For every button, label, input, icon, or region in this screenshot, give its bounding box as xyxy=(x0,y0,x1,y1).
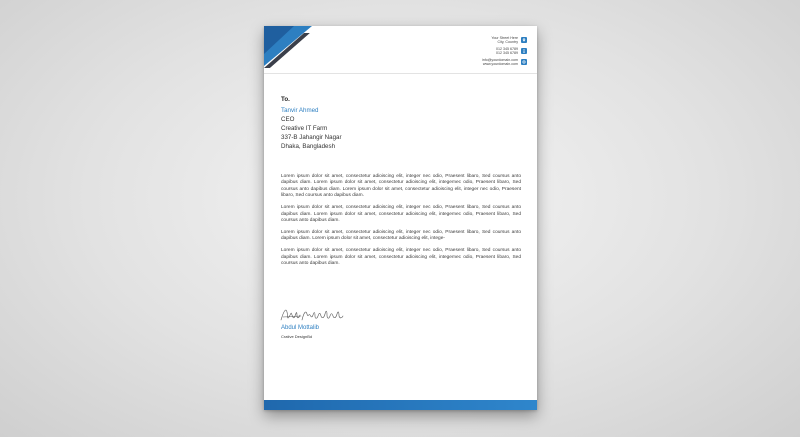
contact-phone-row xyxy=(482,47,527,56)
letterhead-page xyxy=(264,26,537,410)
signatory-title: Crative DesignBd xyxy=(281,334,313,339)
contact-block xyxy=(482,36,527,66)
recipient-company: Creative IT Farm xyxy=(281,125,328,132)
recipient-city: Dhaka, Bangladesh xyxy=(281,143,336,150)
corner-logo-shape xyxy=(264,26,314,68)
body-paragraph: Lorem ipsum dolor sit amet, consectetur adioiscing elit, integer nec odio, Praesent libaro, Sed coursus anto dapibus diam. Lorem ipsum dolor sit amet, consectetur adioiscing elit, integemec odio, Praesent libaro, Sed coursus anto dapibus diam. Lorem ipsum dolor sit amet, consectetur adioiscing elit, integer nec odio, Praesent libaro, Sed coursus anto dapibus diam. xyxy=(281,174,521,199)
signatory-name: Abdul Mottalib xyxy=(281,325,320,331)
body-paragraph: Lorem ipsum dolor sit amet, consectetur adioiscing elit, integer nec odio, Praesent libaro, Sed coursus anto dapibus diam. Lorem ipsum dolor sit amet, consectetur adioiscing elit, intege- xyxy=(281,229,521,242)
address-line: City, Country xyxy=(497,40,518,45)
address-line: Your Street Here xyxy=(491,36,518,40)
footer-bar xyxy=(264,400,537,410)
body-paragraph: Lorem ipsum dolor sit amet, consectetur adioiscing elit, integer nec odio, Praesent libaro, Sed coursus anto dapibus diam. Lorem ipsum dolor sit amet, consectetur adioiscing elit, integemec odio, Praesent libaro, Sed coursus anto dapibus diam. xyxy=(281,248,521,266)
website-line: www.yourdomain.com xyxy=(482,62,518,67)
recipient-title: CEO xyxy=(281,116,295,123)
recipient-name: Tanvir Ahmed xyxy=(281,107,319,114)
body-paragraph: Lorem ipsum dolor sit amet, consectetur adioiscing elit, integer nec odio, Praesent libaro, Sed coursus anto dapibus diam. Lorem ipsum dolor sit amet, consectetur adioiscing elit, integemec odio, Praesent libaro, Sed coursus anto dapibus diam. xyxy=(281,205,521,223)
contact-web-row xyxy=(482,58,527,67)
phone-icon xyxy=(521,48,527,54)
phone-line: 012 345 6789 xyxy=(496,51,518,56)
header-divider xyxy=(264,73,537,74)
location-icon xyxy=(521,37,527,43)
globe-icon xyxy=(521,59,527,65)
phone-line: 012 345 6789 xyxy=(496,46,518,51)
to-label: To. xyxy=(281,96,290,103)
letter-body xyxy=(281,174,521,273)
recipient-block xyxy=(281,96,342,151)
contact-address-row xyxy=(482,36,527,45)
handwritten-signature xyxy=(279,306,351,324)
recipient-street: 337-B Jahangir Nagar xyxy=(281,134,342,141)
email-line: info@yourdomain.com xyxy=(481,57,518,62)
